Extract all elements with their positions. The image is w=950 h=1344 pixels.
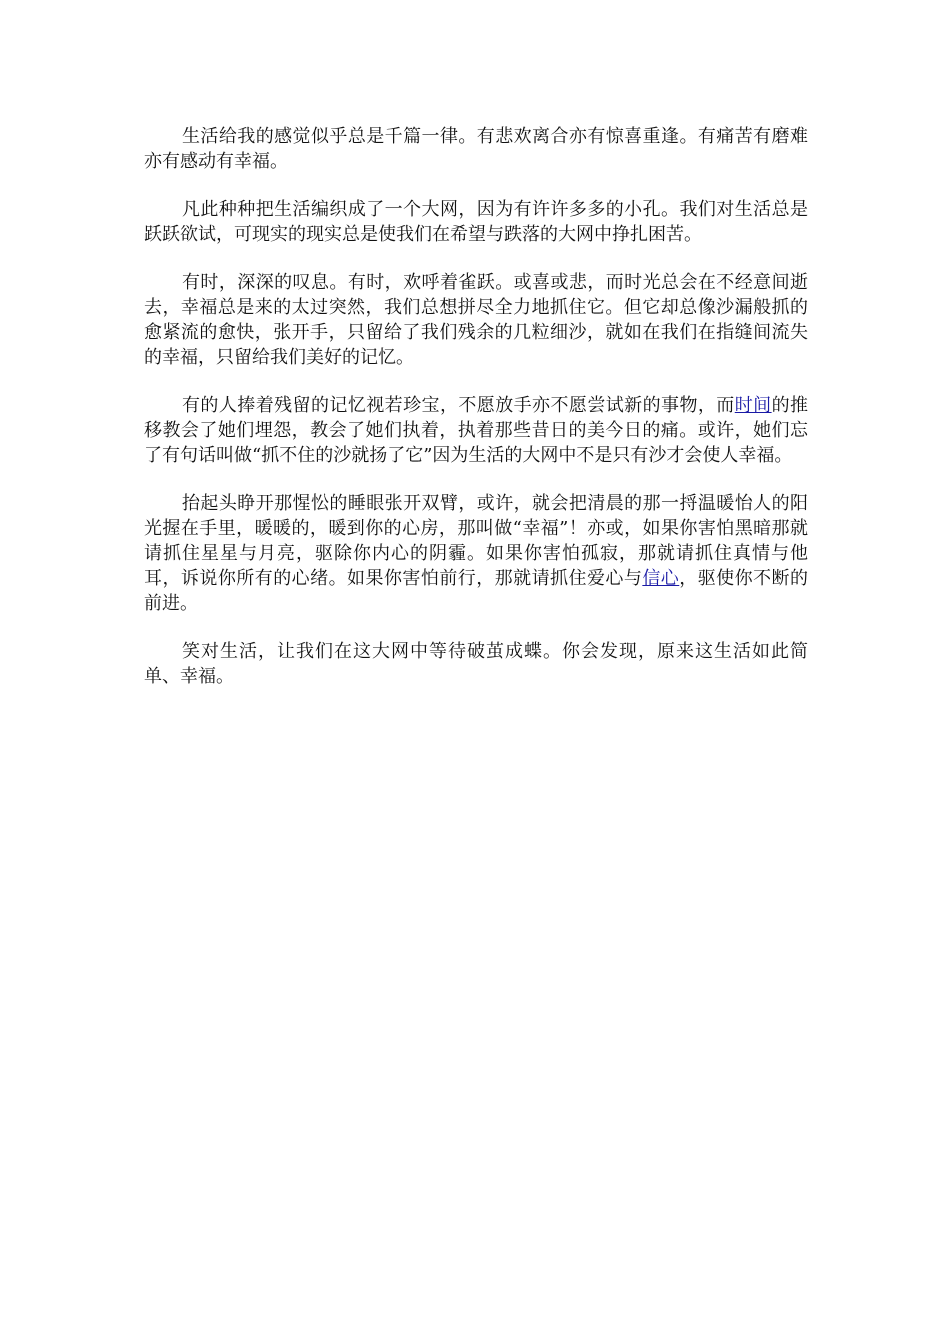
paragraph-4 [144,393,808,468]
paragraph-5 [144,491,808,616]
link-confidence[interactable]: 信心 [642,568,680,589]
paragraph-4-text-before: 有的人捧着残留的记忆视若珍宝，不愿放手亦不愿尝试新的事物，而 [182,395,735,416]
paragraph-6: 笑对生活，让我们在这大网中等待破茧成蝶。你会发现，原来这生活如此简单、幸福。 [144,641,808,687]
paragraph-5-text-after: ，驱使你不断的前进。 [144,568,809,614]
paragraph-5-text-before: 抬起头睁开那惺忪的睡眼张开双臂，或许，就会把清晨的那一捋温暖怡人的阳光握在手里，暖暖的，暖到你的心房，那叫做“幸福”！亦或，如果你害怕黑暗那就请抓住星星与月亮，驱除你内心的阴霾。如果你害怕孤寂，那就请抓住真情与他耳，诉说你所有的心绪。如果你害怕前行，那就请抓住爱心与 [144,493,808,589]
paragraph-4-text-after: 的推移教会了她们埋怨，教会了她们执着，执着那些昔日的美今日的痛。或许，她们忘了有句话叫做“抓不住的沙就扬了它”因为生活的大网中不是只有沙才会使人幸福。 [144,395,809,466]
document-body [144,124,808,712]
paragraph-3: 有时，深深的叹息。有时，欢呼着雀跃。或喜或悲，而时光总会在不经意间逝去，幸福总是来的太过突然，我们总想拼尽全力地抓住它。但它却总像沙漏般抓的愈紧流的愈快，张开手，只留给了我们残余的几粒细沙，就如在我们在指缝间流失的幸福，只留给我们美好的记忆。 [144,272,808,368]
paragraph-1: 生活给我的感觉似乎总是千篇一律。有悲欢离合亦有惊喜重逢。有痛苦有磨难亦有感动有幸福。 [144,126,808,172]
paragraph-2: 凡此种种把生活编织成了一个大网，因为有许许多多的小孔。我们对生活总是跃跃欲试，可现实的现实总是使我们在希望与跌落的大网中挣扎困苦。 [144,199,808,245]
link-time[interactable]: 时间 [734,395,772,416]
